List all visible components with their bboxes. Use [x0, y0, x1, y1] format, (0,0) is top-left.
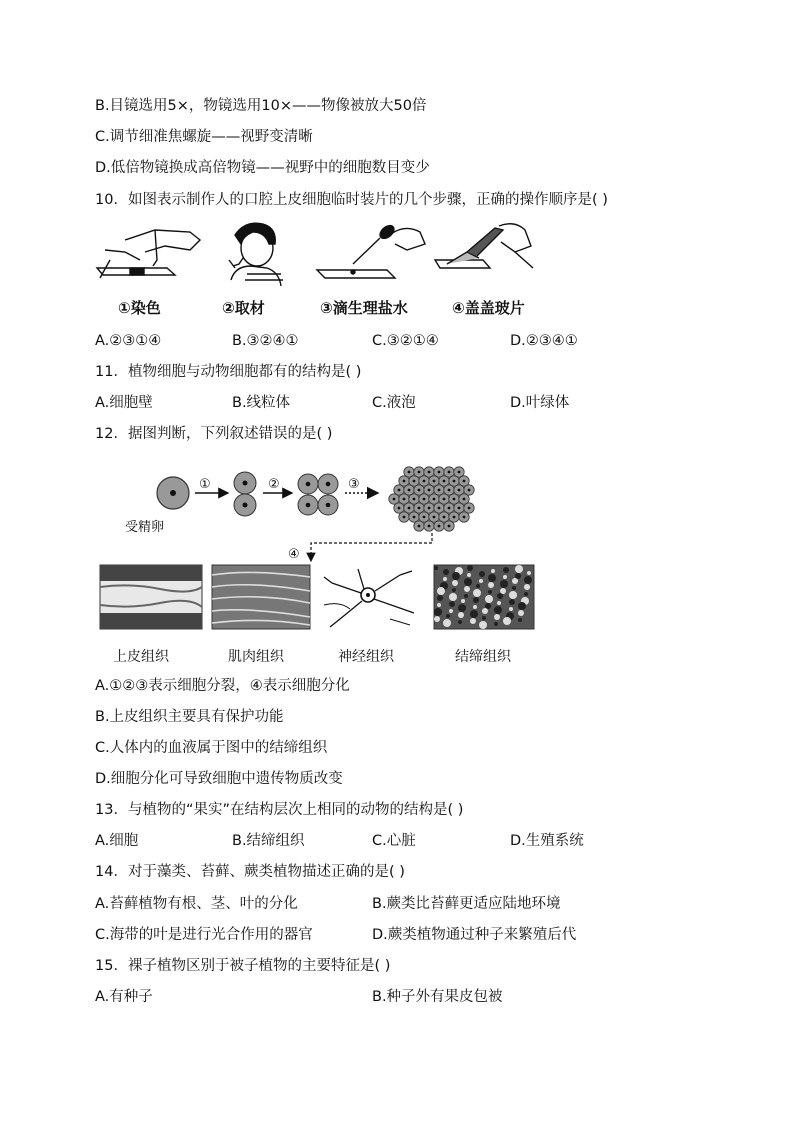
connective-texture-dot [524, 576, 532, 584]
cell-nucleus [458, 507, 461, 510]
connective-texture-dot [458, 620, 462, 624]
cell-nucleus [453, 516, 456, 519]
cell-nucleus [408, 471, 411, 474]
cell-nucleus [433, 516, 436, 519]
tissue-label-muscle: 肌肉组织 [228, 649, 284, 665]
connective-texture-dot [500, 588, 506, 594]
q10-option-a: A.②③①④ [95, 333, 162, 349]
cell-nucleus [418, 525, 421, 528]
connective-texture-dot [518, 602, 526, 610]
connective-texture-dot [464, 594, 468, 598]
cell-nucleus [448, 471, 451, 474]
cell-nucleus [413, 498, 416, 501]
cell-nucleus [398, 489, 401, 492]
cell-nucleus [428, 489, 431, 492]
step-4-label: ④ [288, 547, 300, 562]
two-cell-stage [234, 472, 256, 516]
nerve-tissue-image [320, 565, 418, 629]
tissue-label-nerve: 神经组织 [338, 649, 394, 665]
connective-texture-dot [524, 584, 530, 590]
connective-texture-dot [518, 610, 524, 616]
connective-texture-dot [485, 603, 491, 609]
q11-option-d: D.叶绿体 [510, 395, 570, 411]
fig-label-saline: ③滴生理盐水 [320, 299, 408, 317]
cell-nucleus [423, 480, 426, 483]
connective-texture-dot [524, 592, 528, 596]
cell-nucleus [418, 489, 421, 492]
connective-texture-dot [437, 587, 445, 595]
tissue-label-epithelial: 上皮组织 [113, 649, 169, 665]
q12-option-b: B.上皮组织主要具有保护功能 [95, 709, 284, 725]
connective-texture-dot [449, 593, 457, 601]
connective-texture-dot [494, 622, 498, 626]
cell-nucleus [453, 498, 456, 501]
q13-option-c: C.心脏 [372, 833, 416, 849]
q13-stem: 13．与植物的“果实”在结构层次上相同的动物的结构是( ) [95, 802, 464, 818]
fig-label-stain: ①染色 [118, 299, 161, 317]
step-2-label: ② [268, 477, 280, 492]
connective-texture-dot [482, 616, 486, 620]
q13-option-b: B.结缔组织 [232, 833, 305, 849]
q14-stem: 14．对于藻类、苔藓、蕨类植物描述正确的是( ) [95, 864, 405, 880]
cell-nucleus [443, 498, 446, 501]
q15-option-b: B.种子外有果皮包被 [372, 989, 503, 1005]
cell-nucleus [433, 498, 436, 501]
connective-texture-dot [479, 621, 487, 629]
cell-nucleus [428, 471, 431, 474]
cell-nucleus [428, 507, 431, 510]
connective-texture-dot [515, 565, 523, 573]
cell-nucleus [443, 480, 446, 483]
connective-texture-dot [437, 603, 441, 607]
connective-texture-dot [434, 608, 442, 616]
boy-illustration [229, 223, 283, 286]
cell-nucleus [413, 516, 416, 519]
cell-nucleus [413, 480, 416, 483]
cell-nucleus [408, 507, 411, 510]
cell-nucleus [463, 516, 466, 519]
connective-texture-dot [512, 578, 518, 584]
cell-nucleus [448, 525, 451, 528]
cell-nucleus [408, 489, 411, 492]
epithelial-tissue-image [100, 565, 202, 629]
staining-illustration [97, 230, 200, 278]
connective-texture-dot [482, 608, 488, 614]
cell-nucleus [403, 480, 406, 483]
connective-texture-dot [458, 612, 464, 618]
connective-texture-dot [434, 566, 438, 570]
connective-texture-dot [518, 618, 522, 622]
dropper-illustration [317, 223, 425, 278]
tissue-label-connective: 结缔组织 [455, 649, 511, 665]
q11-stem: 11．植物细胞与动物细胞都有的结构是( ) [95, 364, 362, 380]
connective-texture-dot [449, 601, 455, 607]
connective-texture-dot [458, 604, 466, 612]
cell-nucleus [418, 507, 421, 510]
egg-label: 受精卵 [125, 520, 165, 535]
connective-texture-dot [503, 575, 507, 579]
connective-texture-dot [488, 590, 492, 594]
q10-figure [95, 220, 555, 290]
step-3-label: ③ [348, 477, 360, 492]
q13-option-a: A.细胞 [95, 833, 139, 849]
connective-texture-dot [443, 619, 451, 627]
cell-nucleus [468, 489, 471, 492]
fig-label-coverslip: ④盖盖玻片 [452, 299, 525, 317]
connective-texture-dot [497, 601, 501, 605]
connective-texture-dot [470, 618, 476, 624]
q12-option-c: C.人体内的血液属于图中的结缔组织 [95, 740, 328, 756]
cell-nucleus [458, 471, 461, 474]
connective-texture-dot [434, 616, 440, 622]
connective-texture-dot [503, 617, 511, 625]
connective-texture-dot [527, 571, 531, 575]
q10-stem: 10．如图表示制作人的口腔上皮细胞临时装片的几个步骤，正确的操作顺序是( ) [95, 192, 608, 208]
connective-texture-dot [449, 609, 453, 613]
connective-texture-dot [464, 578, 472, 586]
connective-texture-dot [437, 595, 443, 601]
fertilized-egg [157, 477, 189, 509]
connective-texture-dot [509, 607, 513, 611]
connective-texture-dot [488, 574, 496, 582]
connective-texture-dot [494, 606, 502, 614]
cell-nucleus [398, 507, 401, 510]
cell-nucleus [438, 525, 441, 528]
coverslip-illustration [435, 224, 533, 268]
connective-texture-dot [473, 597, 479, 603]
q14-option-d: D.蕨类植物通过种子来繁殖后代 [372, 927, 577, 943]
connective-texture-dot [443, 577, 447, 581]
connective-texture-dot [479, 571, 485, 577]
connective-texture-dot [500, 580, 508, 588]
q10-option-c: C.③②①④ [372, 333, 439, 349]
q10-option-d: D.②③④① [510, 333, 578, 349]
connective-texture-dot [485, 595, 493, 603]
cell-nucleus [403, 498, 406, 501]
q12-option-a: A.①②③表示细胞分裂，④表示细胞分化 [95, 678, 350, 694]
cell-nucleus [448, 507, 451, 510]
connective-texture-dot [503, 567, 509, 573]
cell-nucleus [468, 507, 471, 510]
muscle-tissue-image [212, 565, 310, 629]
cell-nucleus [443, 516, 446, 519]
q15-option-a: A.有种子 [95, 989, 153, 1005]
cell-nucleus [463, 498, 466, 501]
connective-texture-dot [452, 588, 456, 592]
connective-texture-dot [461, 599, 465, 603]
q9-option-c: C.调节细准焦螺旋——视野变清晰 [95, 129, 313, 145]
cell-nucleus [393, 498, 396, 501]
q9-option-d: D.低倍物镜换成高倍物镜——视野中的细胞数目变少 [95, 160, 430, 176]
cell-nucleus [423, 498, 426, 501]
step-1-label: ① [199, 477, 211, 492]
q14-option-c: C.海带的叶是进行光合作用的器官 [95, 927, 313, 943]
connective-texture-dot [491, 569, 495, 573]
q11-option-c: C.液泡 [372, 395, 416, 411]
q14-option-b: B.蕨类比苔藓更适应陆地环境 [372, 896, 561, 912]
q12-stem: 12．据图判断，下列叙述错误的是( ) [95, 426, 333, 442]
cell-nucleus [438, 489, 441, 492]
cell-mass [389, 467, 474, 531]
tissue-panels [100, 565, 540, 631]
cell-nucleus [423, 516, 426, 519]
cell-nucleus [428, 525, 431, 528]
cell-nucleus [448, 489, 451, 492]
connective-texture-dot [473, 589, 481, 597]
connective-texture-dot [446, 614, 450, 618]
cell-nucleus [458, 489, 461, 492]
cell-nucleus [438, 471, 441, 474]
cell-nucleus [463, 480, 466, 483]
cell-nucleus [433, 480, 436, 483]
q14-option-a: A.苔藓植物有根、茎、叶的分化 [95, 896, 298, 912]
fig-label-sample: ②取材 [222, 299, 265, 317]
q13-option-d: D.生殖系统 [510, 833, 584, 849]
connective-texture-dot [515, 573, 521, 579]
q11-option-a: A.细胞壁 [95, 395, 153, 411]
cell-nucleus [453, 480, 456, 483]
connective-texture-dot [476, 584, 480, 588]
q9-option-b: B.目镜选用5×，物镜选用10×——物像被放大50倍 [95, 98, 427, 114]
connective-texture-dot [488, 582, 494, 588]
q15-stem: 15．裸子植物区别于被子植物的主要特征是( ) [95, 958, 391, 974]
connective-texture-dot [512, 586, 516, 590]
connective-texture-dot [452, 572, 460, 580]
connective-texture-dot [452, 580, 458, 586]
connective-texture-dot [497, 593, 503, 599]
connective-texture-dot [443, 569, 449, 575]
four-cell-stage [298, 474, 338, 515]
cell-nucleus [438, 507, 441, 510]
connective-texture-dot [494, 614, 500, 620]
connective-texture-dot [467, 565, 473, 571]
connective-texture-dot [464, 586, 470, 592]
q11-option-b: B.线粒体 [232, 395, 291, 411]
cell-nucleus [403, 516, 406, 519]
connective-texture-dot [509, 599, 515, 605]
connective-texture-dot [470, 610, 478, 618]
q12-option-d: D.细胞分化可导致细胞中遗传物质改变 [95, 771, 343, 787]
cell-nucleus [418, 471, 421, 474]
connective-texture-dot [473, 605, 477, 609]
q10-option-b: B.③②④① [232, 333, 299, 349]
connective-texture-dot [509, 591, 517, 599]
connective-texture-dot [479, 579, 483, 583]
connective-texture-dot [467, 573, 471, 577]
connective-tissue-image [434, 565, 534, 629]
